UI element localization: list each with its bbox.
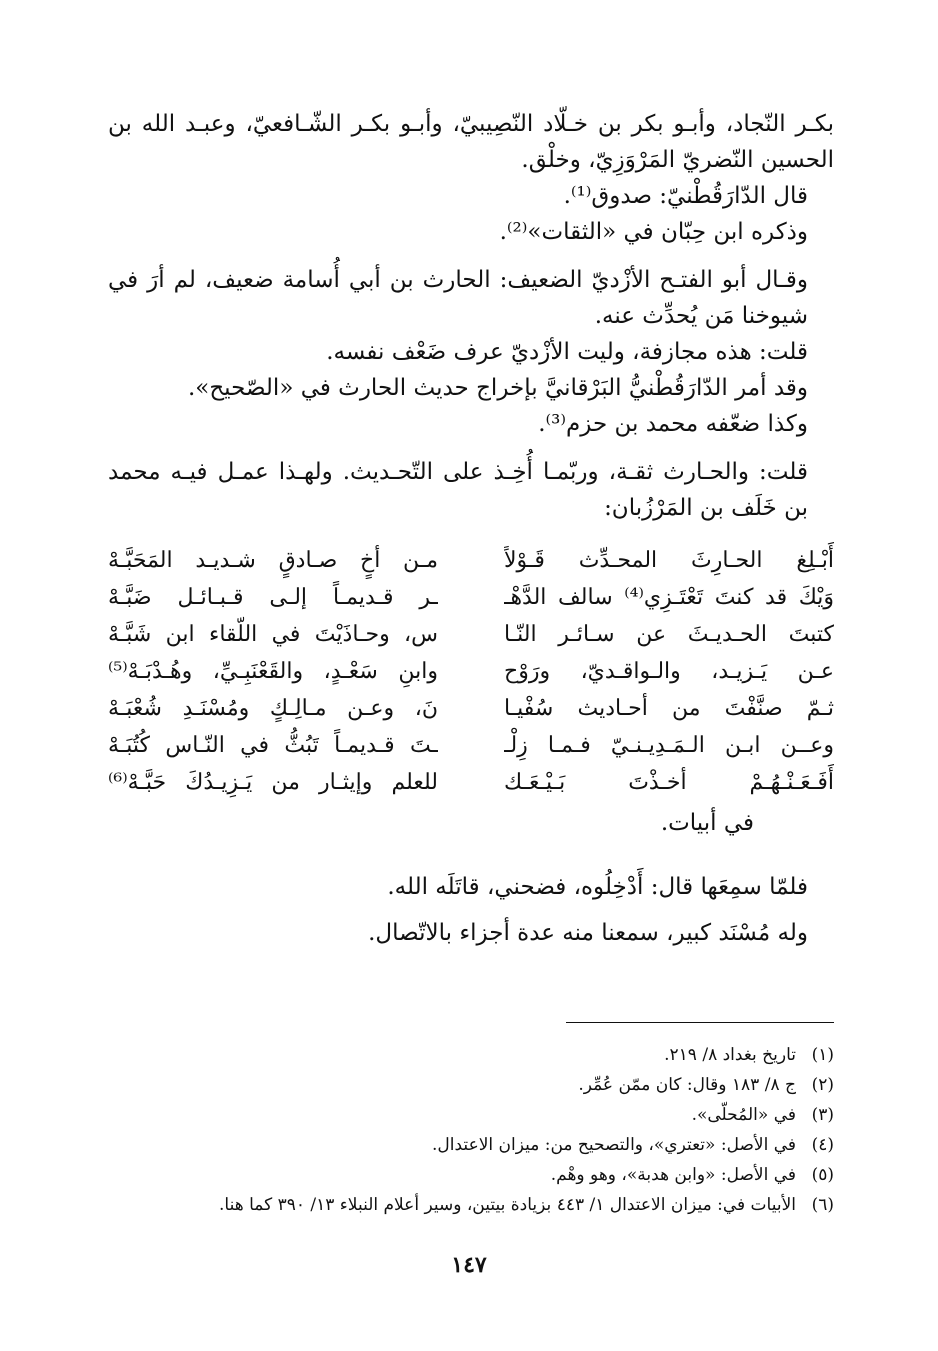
paragraph-daraqutni: قال الدّارَقُطْنيّ: صدوق⁽¹⁾. [563, 183, 808, 209]
poem-verse [108, 727, 834, 764]
poem-verse [108, 764, 834, 801]
verse-second-half: س، وحـاذَيْتَ في اللّقاء ابن شَبَّـهْ [108, 622, 438, 647]
paragraph-musnad: وله مُسْنَد كبير، سمعنا منه عدة أجزاء بالاتّصال. [368, 920, 808, 946]
verse-second-half: ـر قـديمـاً إلـى قـبـائـل ضَبَّـهْ [108, 585, 438, 610]
paragraph-teachers: بكـر النّجاد، وأبـو بكر بن خـلّاد النّصِيبيّ، وأبـو بكـر الشّـافعيّ، وعبـد الله بن الحسين النّضريّ المَرْوَزِيّ، وخلْق. [108, 111, 834, 173]
verse-first-half: عـن يَـزيـد، والـواقـديّ، ورَوْح [504, 659, 834, 684]
verse-second-half: مـن أخٍ صـادقٍ شـديـد المَحَبَّـهْ [108, 548, 438, 573]
verse-first-half: ثـمّ صنَّفْتَ من أحـاديث سُفْيـا [504, 696, 834, 721]
paragraph-barqani: وقد أمر الدّارَقُطْنيُّ البَرْقانيَّ بإخراج حديث الحارث في «الصّحيح». [187, 375, 808, 401]
poem-verse [108, 653, 834, 690]
main-text [108, 106, 834, 951]
footnote-number: (٥) [811, 1165, 834, 1185]
verse-second-half: ـتَ قـديمـاً تَبُثُّ في النّـاس كُتُبَـهْ [108, 733, 438, 758]
poem-verse [108, 579, 834, 616]
footnote-number: (٦) [811, 1195, 834, 1215]
footnote [108, 1190, 834, 1220]
footnote [108, 1070, 834, 1100]
poem-verse [108, 690, 834, 727]
poem-verse [108, 616, 834, 653]
verse-second-half: وابنِ سَعْـدٍ، والقَعْنَبِـيِّ، وهُـدْبَـهْ⁽⁵⁾ [108, 659, 438, 684]
verse-second-half: نَ، وعـن مـالِـكٍ ومُسْنَـدِ شُعْبَـهْ [108, 696, 438, 721]
footnote-separator [566, 1022, 834, 1023]
footnote-text: تاريخ بغداد ٨/ ٢١٩. [664, 1045, 796, 1065]
poem-verse [108, 542, 834, 579]
verse-second-half: للعلم وإيثـار من يَـزِيـدُكَ حَبَّـهْ⁽⁶⁾ [108, 770, 438, 795]
footnote-text: ج ٨/ ١٨٣ وقال: كان ممّن عُمِّر. [578, 1075, 796, 1095]
paragraph-qultu-1: قلت: هذه مجازفة، وليت الأزْديّ عرف ضَعْف نفسه. [326, 339, 808, 365]
footnote [108, 1100, 834, 1130]
footnote [108, 1040, 834, 1070]
paragraph-ibn-hazm: وكذا ضعّفه محمد بن حزم⁽³⁾. [538, 411, 808, 437]
paragraph-azdi: وقـال أبو الفتـح الأزْديّ الضعيف: الحارث بن أبي أُسامة ضعيف، لم أرَ في شيوخنا مَن يُحدِّث عنه. [108, 267, 808, 329]
poem [108, 542, 834, 801]
paragraph-in-verses: في أبيات. [660, 810, 754, 836]
footnote [108, 1130, 834, 1160]
footnote-number: (٣) [811, 1105, 834, 1125]
footnote-text: في الأصل: «تعتري»، والتصحيح من: ميزان الاعتدال. [432, 1135, 796, 1155]
footnote-number: (٤) [811, 1135, 834, 1155]
footnote [108, 1160, 834, 1190]
footnote-text: في الأصل: «وابن هدبة»، وهو وهْم. [550, 1165, 796, 1185]
footnote-number: (٢) [811, 1075, 834, 1095]
footnote-text: الأبيات في: ميزان الاعتدال ١/ ٤٤٣ بزيادة بيتين، وسير أعلام النبلاء ١٣/ ٣٩٠ كما هنا. [219, 1195, 796, 1215]
verse-first-half: كتبتَ الحـديـثَ عن سـائـر النّـا [504, 622, 834, 647]
verse-first-half: وَيْكَ قد كنتَ تَعْتَـزِي⁽⁴⁾ سالف الدَّهْـ [504, 585, 834, 610]
footnote-number: (١) [811, 1045, 834, 1065]
paragraph-when-heard: فلمّا سمِعَها قال: أَدْخِلُوه، فضحني، قاتَلَه الله. [387, 874, 808, 900]
footnote-text: في «المُحلّى». [691, 1105, 796, 1125]
verse-first-half: أَبْـلِغ الحـارِثَ المحـدِّث قَـوْلاً [504, 548, 834, 573]
footnotes [108, 1040, 834, 1220]
page-number: ١٤٧ [451, 1252, 487, 1278]
verse-first-half: وعــن ابـن الـمَـدِيـنـيّ فـمـا زِلْـ [504, 733, 834, 758]
paragraph-ibn-hibban: وذكره ابن حِبّان في «الثقات»⁽²⁾. [499, 219, 808, 245]
verse-first-half: أَفَـعَـنْـهُـمْ أخـذْتَ بَـيْـعَـك [504, 770, 834, 795]
paragraph-qultu-2: قلت: والحـارث ثقـة، وربّمـا أُخِـذ على التّحـديث. ولهـذا عمـل فيـه محمد بن خَلَف بن المَرْزُبان: [108, 459, 808, 521]
